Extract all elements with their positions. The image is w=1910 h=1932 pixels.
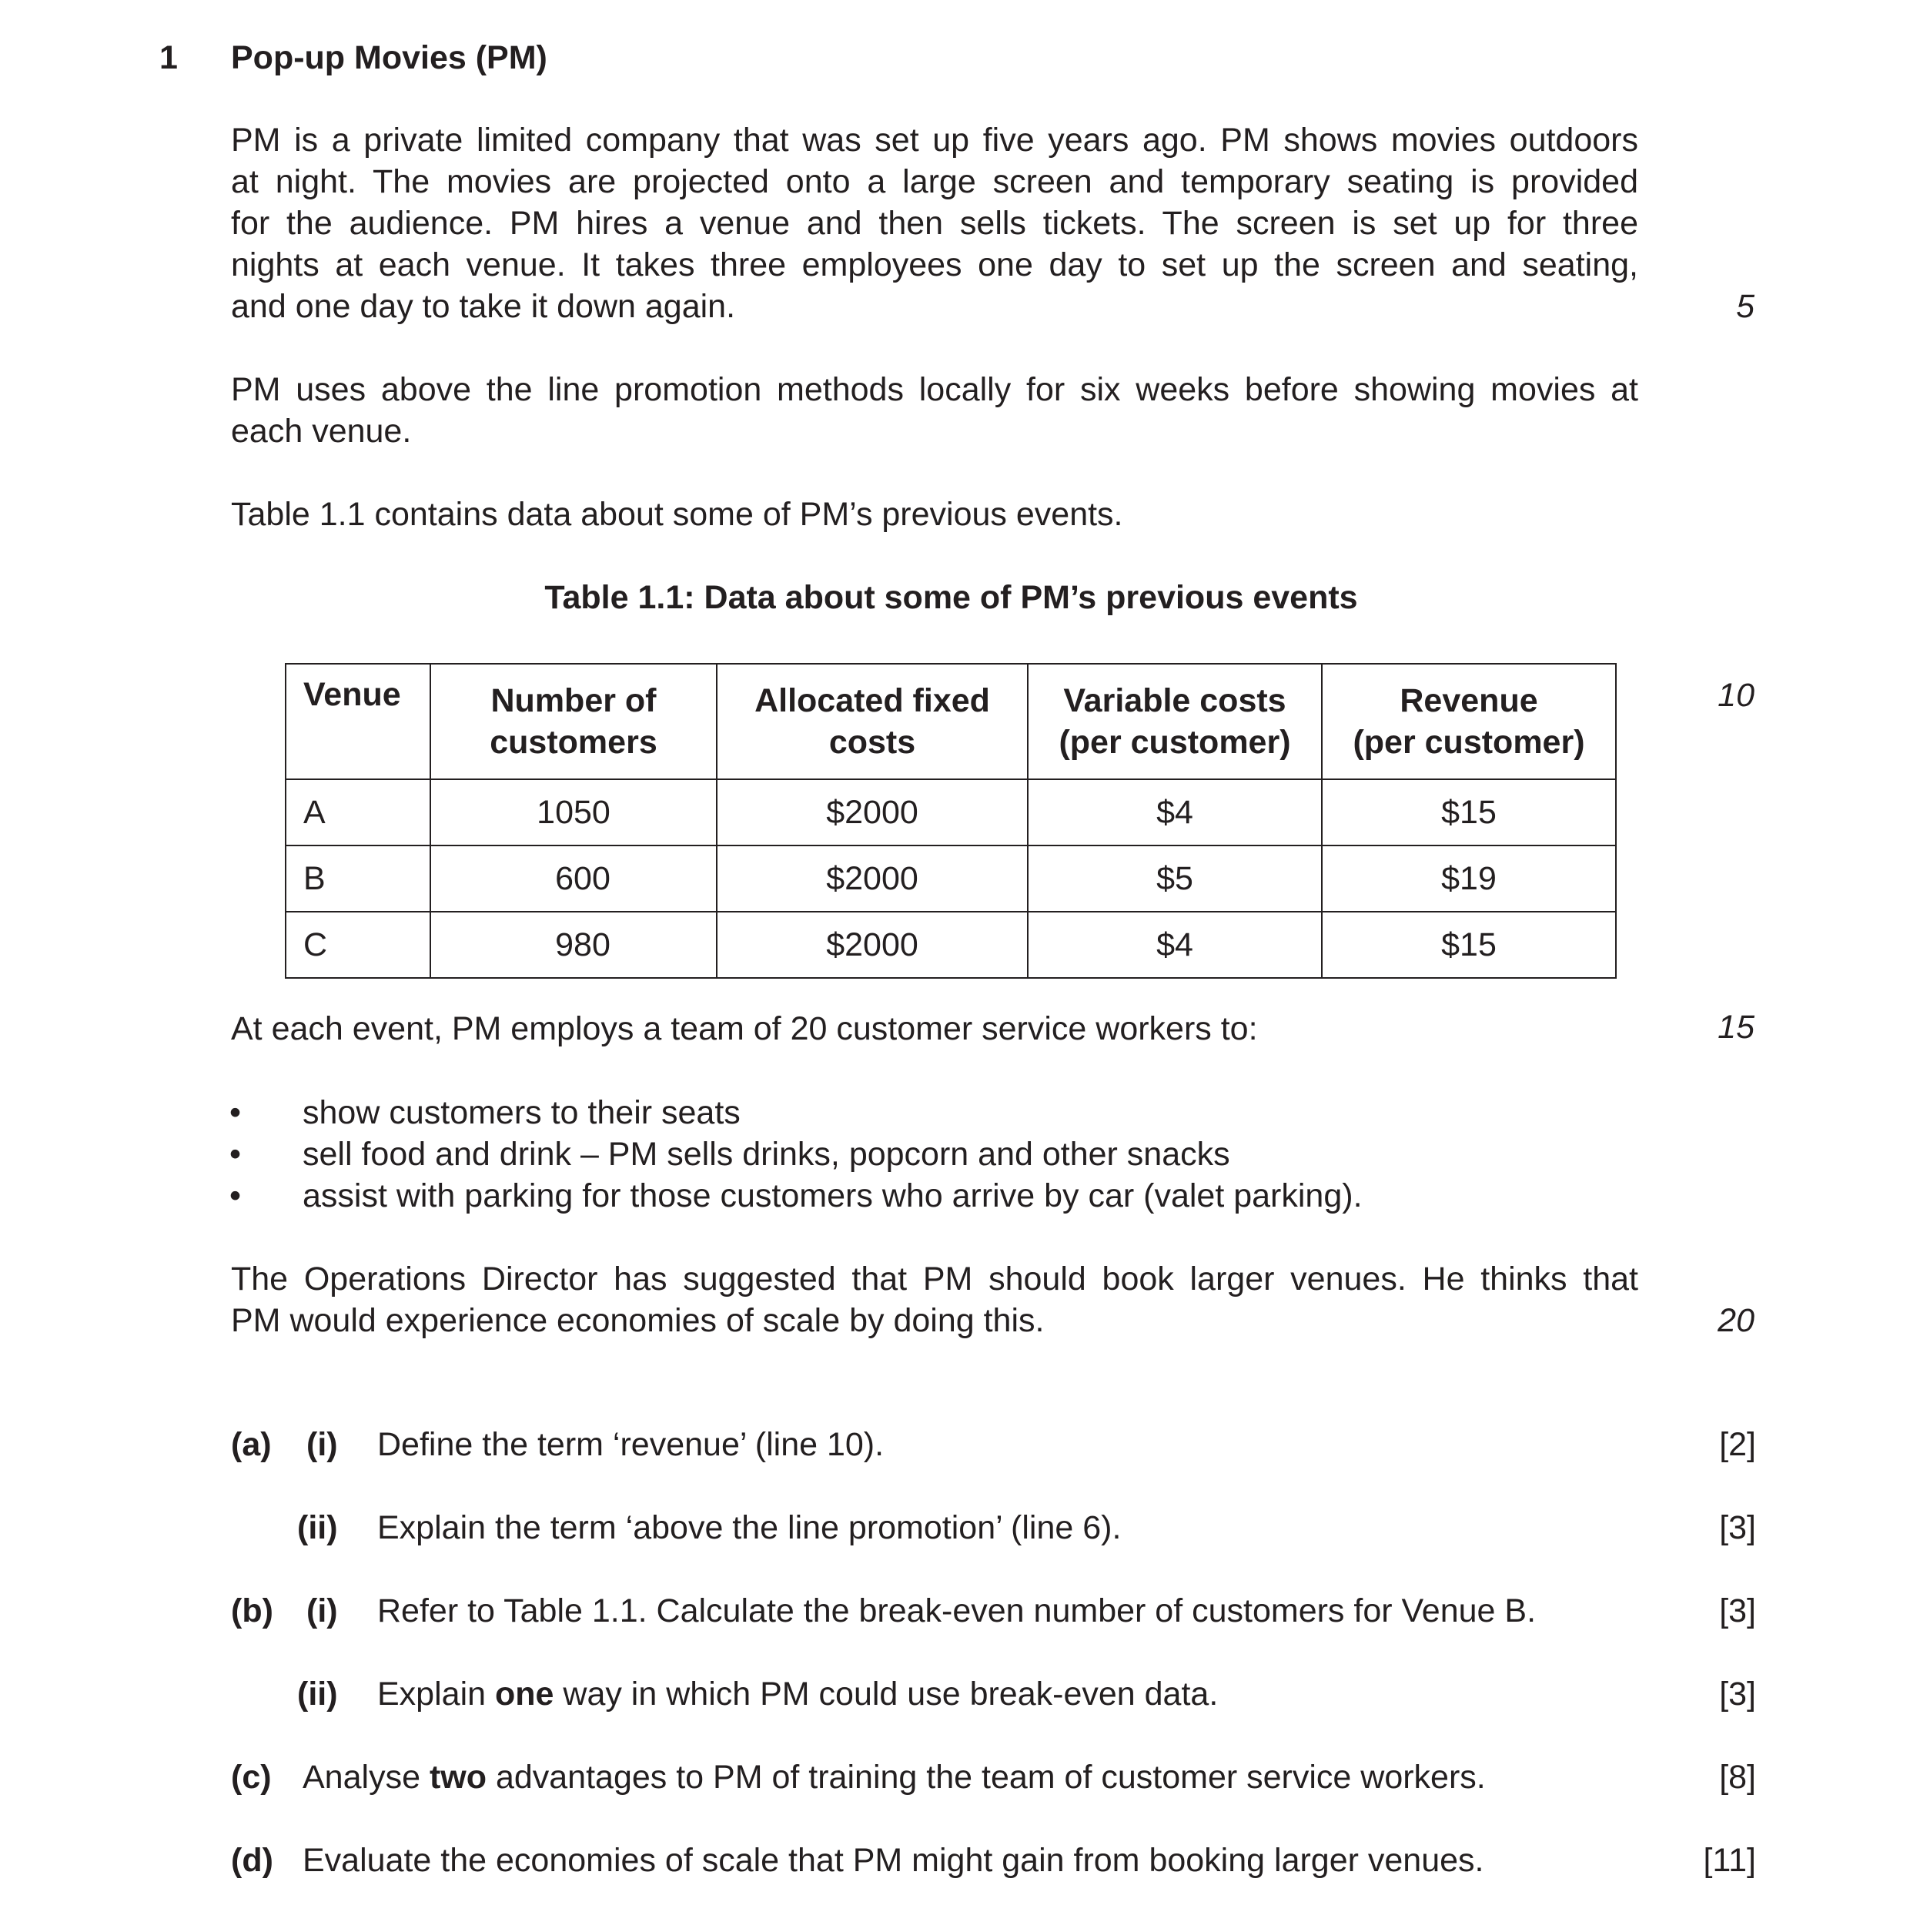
line-number-5: 5 xyxy=(1736,288,1754,325)
paragraph-line: The Operations Director has suggested that PM should book larger venues. He thinks that xyxy=(231,1261,1638,1297)
paragraph-line: PM uses above the line promotion methods locally for six weeks before showing movies at xyxy=(231,371,1638,408)
cell-fixed-costs: $2000 xyxy=(717,779,1028,845)
line-number-10: 10 xyxy=(1718,677,1754,714)
paragraph-line: PM is a private limited company that was set up five years ago. PM shows movies outdoors xyxy=(231,122,1638,159)
list-item: assist with parking for those customers who arrive by car (valet parking). xyxy=(303,1177,1363,1214)
q-b-ii-text: Explain one way in which PM could use break-even data. xyxy=(377,1676,1219,1713)
table-caption xyxy=(0,577,1910,618)
paragraph-line: each venue. xyxy=(231,413,412,450)
line-number-20: 20 xyxy=(1718,1302,1754,1339)
q-b-i-label: (i) xyxy=(306,1592,338,1629)
cell-revenue: $15 xyxy=(1322,912,1616,978)
table-row xyxy=(286,912,1616,978)
q-b-i-mark: [3] xyxy=(1719,1592,1756,1629)
table-header-row xyxy=(286,664,1616,779)
line-number-15: 15 xyxy=(1718,1009,1754,1046)
cell-venue: A xyxy=(286,779,430,845)
q-b-label: (b) xyxy=(231,1592,273,1629)
bullet-dot: • xyxy=(229,1136,242,1173)
header-venue: Venue xyxy=(286,664,430,779)
events-table xyxy=(285,663,1617,979)
cell-venue: C xyxy=(286,912,430,978)
question-title: Pop-up Movies (PM) xyxy=(231,39,547,76)
table-caption-text: Table 1.1: Data about some of PM’s previous events xyxy=(544,579,1358,616)
q-a-ii-mark: [3] xyxy=(1719,1509,1756,1546)
intro-paragraph xyxy=(231,119,1638,327)
q-a-ii-text: Explain the term ‘above the line promotion’ (line 6). xyxy=(377,1509,1122,1546)
cell-venue: B xyxy=(286,845,430,912)
table-intro: Table 1.1 contains data about some of PM’s previous events. xyxy=(231,496,1123,533)
paragraph-line: nights at each venue. It takes three employees one day to set up the screen and seating, xyxy=(231,246,1638,283)
operations-paragraph xyxy=(231,1258,1638,1341)
cell-customers: 1050 xyxy=(430,779,717,845)
bullet-dot: • xyxy=(229,1094,242,1131)
table-row xyxy=(286,845,1616,912)
cell-variable-costs: $5 xyxy=(1028,845,1322,912)
q-c-label: (c) xyxy=(231,1759,272,1796)
q-a-i-mark: [2] xyxy=(1719,1426,1756,1463)
q-a-i-label: (i) xyxy=(306,1426,338,1463)
q-a-ii-label: (ii) xyxy=(297,1509,338,1546)
bullet-dot: • xyxy=(229,1177,242,1214)
q-c-text: Analyse two advantages to PM of training the team of customer service workers. xyxy=(303,1759,1486,1796)
cell-fixed-costs: $2000 xyxy=(717,845,1028,912)
list-item: show customers to their seats xyxy=(303,1094,741,1131)
cell-variable-costs: $4 xyxy=(1028,912,1322,978)
q-a-label: (a) xyxy=(231,1426,272,1463)
q-c-mark: [8] xyxy=(1719,1759,1756,1796)
q-d-mark: [11] xyxy=(1703,1842,1756,1879)
q-b-ii-mark: [3] xyxy=(1719,1676,1756,1713)
question-number: 1 xyxy=(159,39,178,76)
paragraph-line: and one day to take it down again. xyxy=(231,288,736,325)
q-d-label: (d) xyxy=(231,1842,273,1879)
cell-variable-costs: $4 xyxy=(1028,779,1322,845)
list-item: sell food and drink – PM sells drinks, popcorn and other snacks xyxy=(303,1136,1230,1173)
header-fixed-costs: Allocated fixed costs xyxy=(717,664,1028,779)
q-a-i-text: Define the term ‘revenue’ (line 10). xyxy=(377,1426,885,1463)
q-b-ii-label: (ii) xyxy=(297,1676,338,1713)
header-variable-costs: Variable costs (per customer) xyxy=(1028,664,1322,779)
header-customers: Number of customers xyxy=(430,664,717,779)
paragraph-line: PM would experience economies of scale by doing this. xyxy=(231,1302,1045,1339)
paragraph-line: at night. The movies are projected onto a large screen and temporary seating is provided xyxy=(231,163,1638,200)
cell-fixed-costs: $2000 xyxy=(717,912,1028,978)
paragraph-line: for the audience. PM hires a venue and then sells tickets. The screen is set up for three xyxy=(231,205,1638,242)
q-b-i-text: Refer to Table 1.1. Calculate the break-even number of customers for Venue B. xyxy=(377,1592,1537,1629)
cell-customers: 980 xyxy=(430,912,717,978)
workers-intro: At each event, PM employs a team of 20 customer service workers to: xyxy=(231,1010,1258,1047)
header-revenue: Revenue (per customer) xyxy=(1322,664,1616,779)
table-row xyxy=(286,779,1616,845)
cell-revenue: $15 xyxy=(1322,779,1616,845)
promotion-paragraph xyxy=(231,369,1638,452)
cell-revenue: $19 xyxy=(1322,845,1616,912)
q-d-text: Evaluate the economies of scale that PM might gain from booking larger venues. xyxy=(303,1842,1484,1879)
cell-customers: 600 xyxy=(430,845,717,912)
